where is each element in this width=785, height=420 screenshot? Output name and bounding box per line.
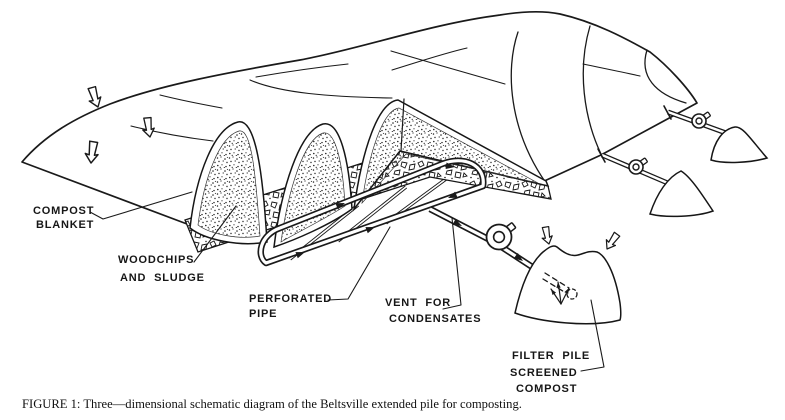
label-vent-1: VENT FOR [385,297,452,309]
label-filter-pile-1: FILTER PILE [512,350,590,362]
label-woodchips-1: WOODCHIPS [118,254,195,266]
end-pipe-upper [664,106,767,162]
windrow-arch-1 [190,122,267,244]
air-intake-arrows [85,86,156,164]
label-perforated-pipe-2: PIPE [249,308,278,320]
leader-vent [443,218,461,309]
end-pipe-lower [598,149,713,216]
figure-caption: FIGURE 1: Three—dimensional schematic diagram of the Beltsville extended pile for composting. [22,397,522,411]
label-compost-blanket-2: BLANKET [36,219,95,231]
label-woodchips-2: AND SLUDGE [120,272,205,284]
leader-compost-blanket [90,192,192,219]
end-aeration-units [598,106,767,216]
label-filter-pile-3: COMPOST [516,383,578,395]
label-vent-2: CONDENSATES [389,313,482,325]
label-compost-blanket-1: COMPOST [33,205,95,217]
mound-section-curves [511,26,686,183]
label-filter-pile-2: SCREENED [510,367,578,379]
main-blower [487,223,516,250]
filter-pile-main [515,226,621,324]
label-perforated-pipe-1: PERFORATED [249,293,332,305]
